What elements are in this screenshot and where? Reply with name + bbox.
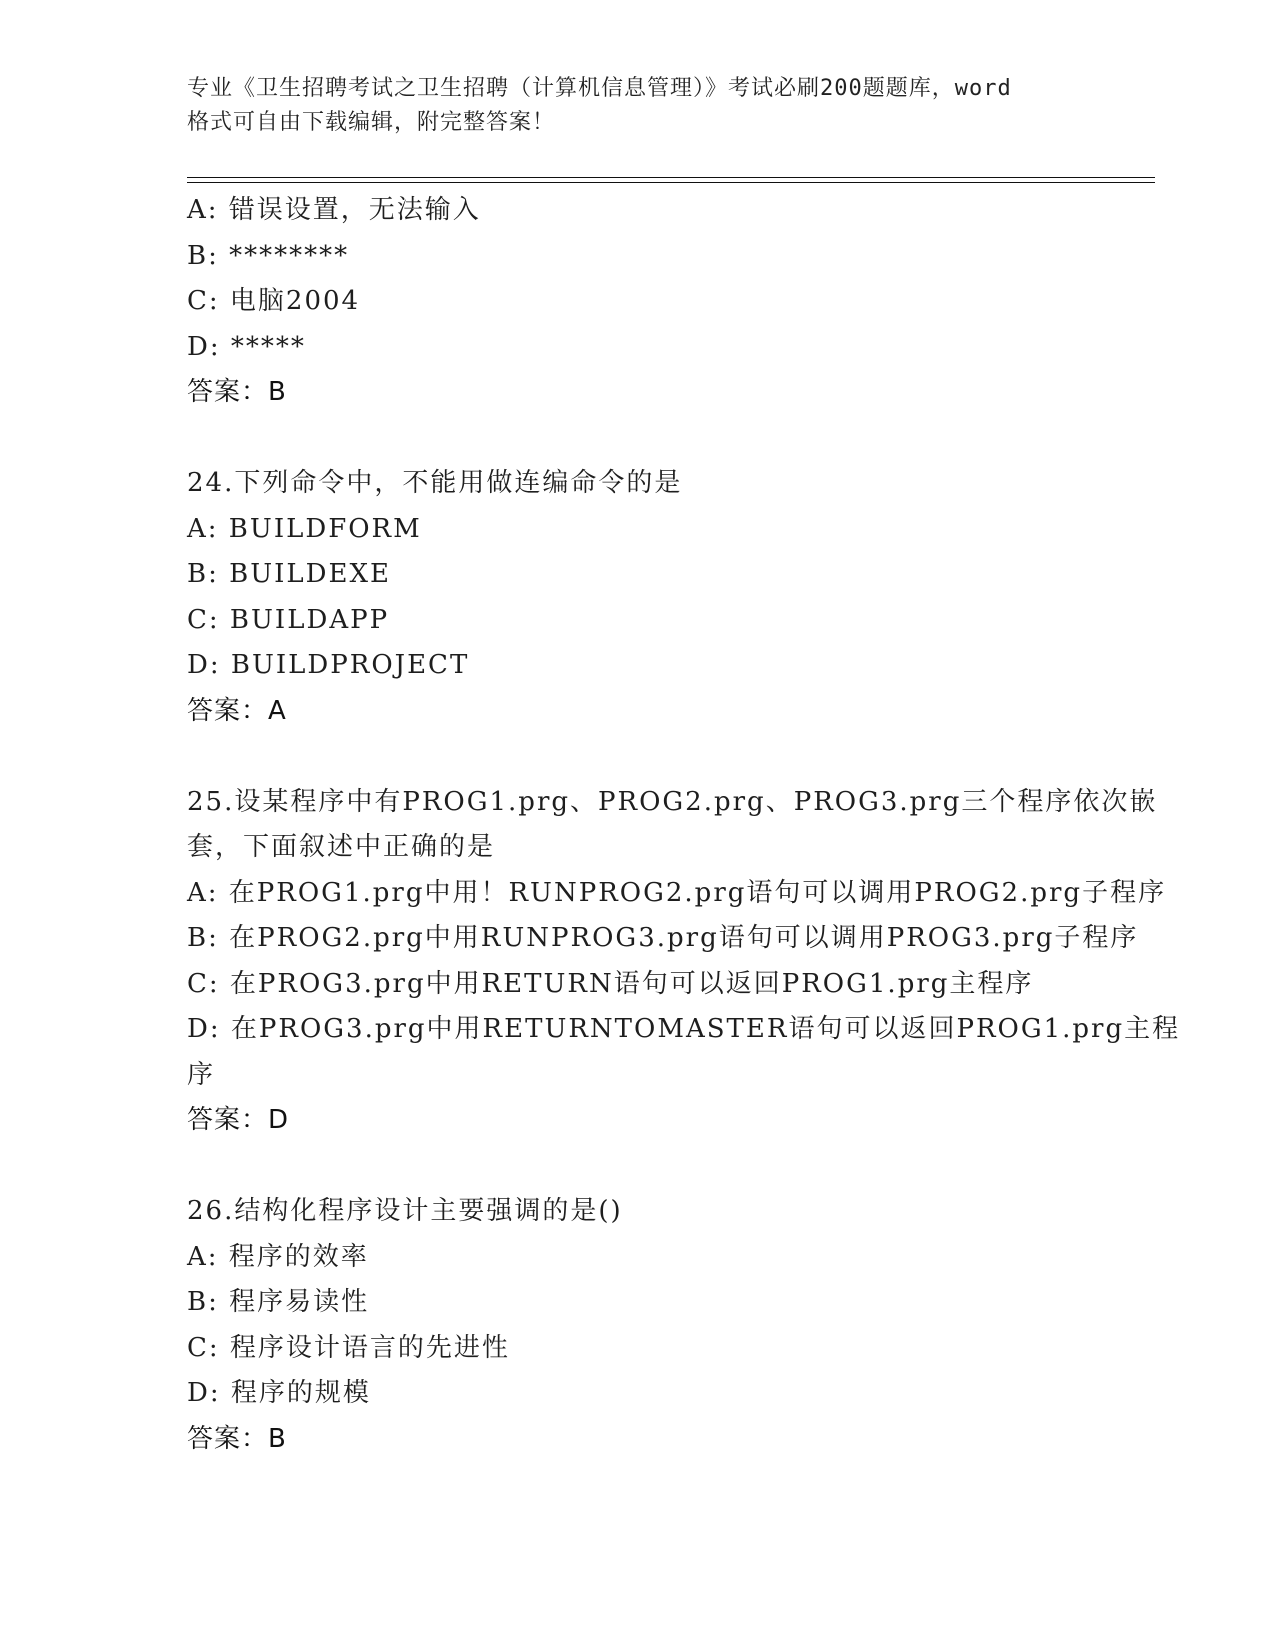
option-d: D: ***** bbox=[187, 331, 306, 362]
question-block bbox=[187, 1189, 1087, 1462]
option-a: A: 错误设置，无法输入 bbox=[187, 195, 481, 225]
question-stem-continued: 套，下面叙述中正确的是 bbox=[187, 832, 496, 862]
answer-line: 答案：B bbox=[187, 1423, 287, 1454]
question-list bbox=[187, 188, 1181, 1462]
question-block bbox=[187, 188, 1087, 416]
header-divider-bottom bbox=[187, 182, 1155, 183]
option-list bbox=[187, 871, 1181, 1099]
option-d: D: 在PROG3.prg中用RETURNTOMASTER语句可以返回PROG1.prg主程 bbox=[187, 1014, 1181, 1044]
option-list bbox=[187, 1235, 1087, 1417]
question-block bbox=[187, 780, 1181, 1144]
option-c: C: 在PROG3.prg中用RETURN语句可以返回PROG1.prg主程序 bbox=[187, 968, 1034, 999]
answer-line: 答案：D bbox=[187, 1105, 290, 1135]
header-line-2: 格式可自由下载编辑，附完整答案！ bbox=[187, 110, 556, 135]
question-stem: 25.设某程序中有PROG1.prg、PROG2.prg、PROG3.prg三个程序依次嵌 bbox=[187, 786, 1158, 817]
question-stem: 26.结构化程序设计主要强调的是() bbox=[187, 1196, 623, 1226]
option-c: C: BUILDAPP bbox=[187, 604, 390, 635]
option-a: A: 程序的效率 bbox=[187, 1241, 369, 1272]
option-d-continued: 序 bbox=[187, 1059, 216, 1090]
option-b: B: 程序易读性 bbox=[187, 1287, 370, 1317]
option-b: B: BUILDEXE bbox=[187, 559, 391, 589]
option-b: B: ******** bbox=[187, 240, 350, 271]
question-block bbox=[187, 461, 1087, 734]
answer-line: 答案：A bbox=[187, 695, 287, 726]
question-stem: 24.下列命令中，不能用做连编命令的是 bbox=[187, 468, 683, 498]
document-header bbox=[187, 72, 1087, 140]
option-b: B: 在PROG2.prg中用RUNPROG3.prg语句可以调用PROG3.prg子程序 bbox=[187, 923, 1139, 953]
header-line-1: 专业《卫生招聘考试之卫生招聘（计算机信息管理）》考试必刷200题题库，word bbox=[187, 76, 1012, 101]
option-c: C: 程序设计语言的先进性 bbox=[187, 1332, 510, 1363]
option-list bbox=[187, 507, 1087, 689]
option-d: D: BUILDPROJECT bbox=[187, 650, 470, 680]
option-a: A: 在PROG1.prg中用！RUNPROG2.prg语句可以调用PROG2.prg子程序 bbox=[187, 877, 1167, 908]
option-a: A: BUILDFORM bbox=[187, 513, 422, 544]
answer-line: 答案：B bbox=[187, 377, 287, 407]
header-divider-top bbox=[187, 177, 1155, 178]
option-c: C: 电脑2004 bbox=[187, 286, 361, 316]
option-d: D: 程序的规模 bbox=[187, 1378, 371, 1408]
option-list bbox=[187, 188, 1087, 370]
